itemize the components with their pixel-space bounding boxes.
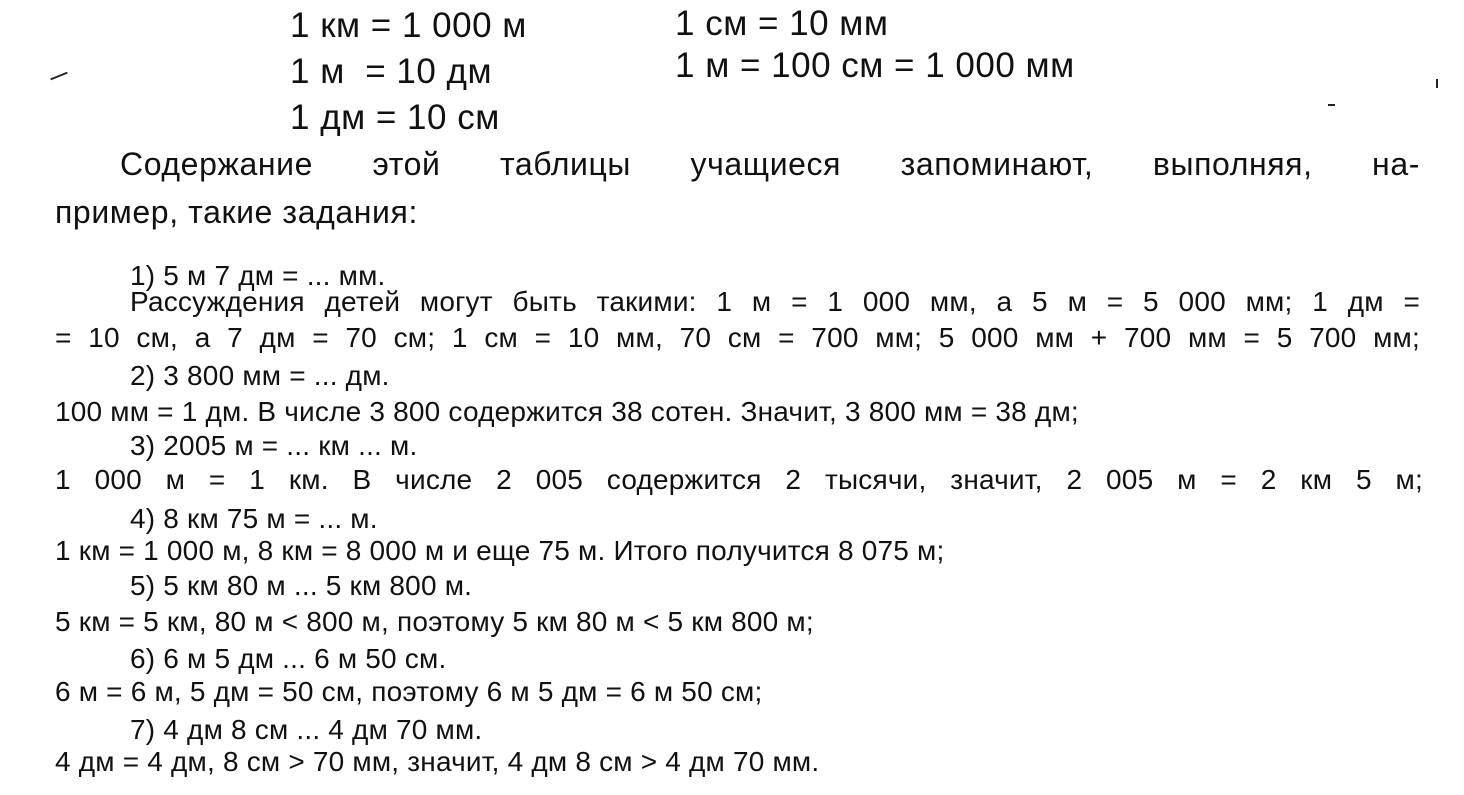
scan-mark-right-dash: [1328, 104, 1335, 106]
exercise-1-task: 1) 5 м 7 дм = ... мм.: [130, 260, 386, 291]
exercise-3-reasoning: 1 000 м = 1 км. В числе 2 005 содержится 2 тысячи, значит, 2 005 м = 2 км 5 м;: [55, 464, 1423, 495]
exercise-6-task: 6) 6 м 5 дм ... 6 м 50 см.: [130, 643, 447, 674]
table-col1-row2: 1 м = 10 дм: [290, 52, 493, 91]
exercise-2-reasoning: 100 мм = 1 дм. В числе 3 800 содержится 38 сотен. Значит, 3 800 мм = 38 дм;: [55, 396, 1079, 427]
exercise-4-task: 4) 8 км 75 м = ... м.: [130, 503, 378, 534]
exercise-5-reasoning: 5 км = 5 км, 80 м < 800 м, поэтому 5 км 80 м < 5 км 800 м;: [55, 606, 814, 637]
exercise-1-reasoning-2: = 10 см, а 7 дм = 70 см; 1 см = 10 мм, 70 см = 700 мм; 5 000 мм + 700 мм = 5 700 мм;: [55, 322, 1420, 353]
exercise-5-task: 5) 5 км 80 м ... 5 км 800 м.: [130, 570, 473, 601]
exercise-6-reasoning: 6 м = 6 м, 5 дм = 50 см, поэтому 6 м 5 дм = 6 м 50 см;: [55, 676, 763, 707]
table-col1-row3: 1 дм = 10 см: [290, 98, 500, 137]
table-col1-row1: 1 км = 1 000 м: [290, 6, 527, 45]
exercise-1-reasoning-1: Рассуждения детей могут быть такими: 1 м = 1 000 мм, а 5 м = 5 000 мм; 1 дм =: [130, 286, 1420, 317]
table-col2-row2: 1 м = 100 см = 1 000 мм: [675, 46, 1075, 85]
exercise-4-reasoning: 1 км = 1 000 м, 8 км = 8 000 м и еще 75 м. Итого получится 8 075 м;: [55, 535, 945, 566]
scan-mark-left: [50, 72, 67, 81]
table-col2-row1: 1 см = 10 мм: [675, 4, 889, 43]
exercise-2-task: 2) 3 800 мм = ... дм.: [130, 360, 390, 391]
scan-mark-right-top: [1436, 79, 1438, 88]
exercise-3-task: 3) 2005 м = ... км ... м.: [130, 430, 418, 461]
intro-line-1: Содержание этой таблицы учащиеся запоминают, выполняя, на-: [120, 146, 1420, 182]
exercise-7-reasoning: 4 дм = 4 дм, 8 см > 70 мм, значит, 4 дм 8 см > 4 дм 70 мм.: [55, 746, 820, 777]
exercise-7-task: 7) 4 дм 8 см ... 4 дм 70 мм.: [130, 714, 483, 745]
intro-line-2: пример, такие задания:: [55, 194, 418, 230]
